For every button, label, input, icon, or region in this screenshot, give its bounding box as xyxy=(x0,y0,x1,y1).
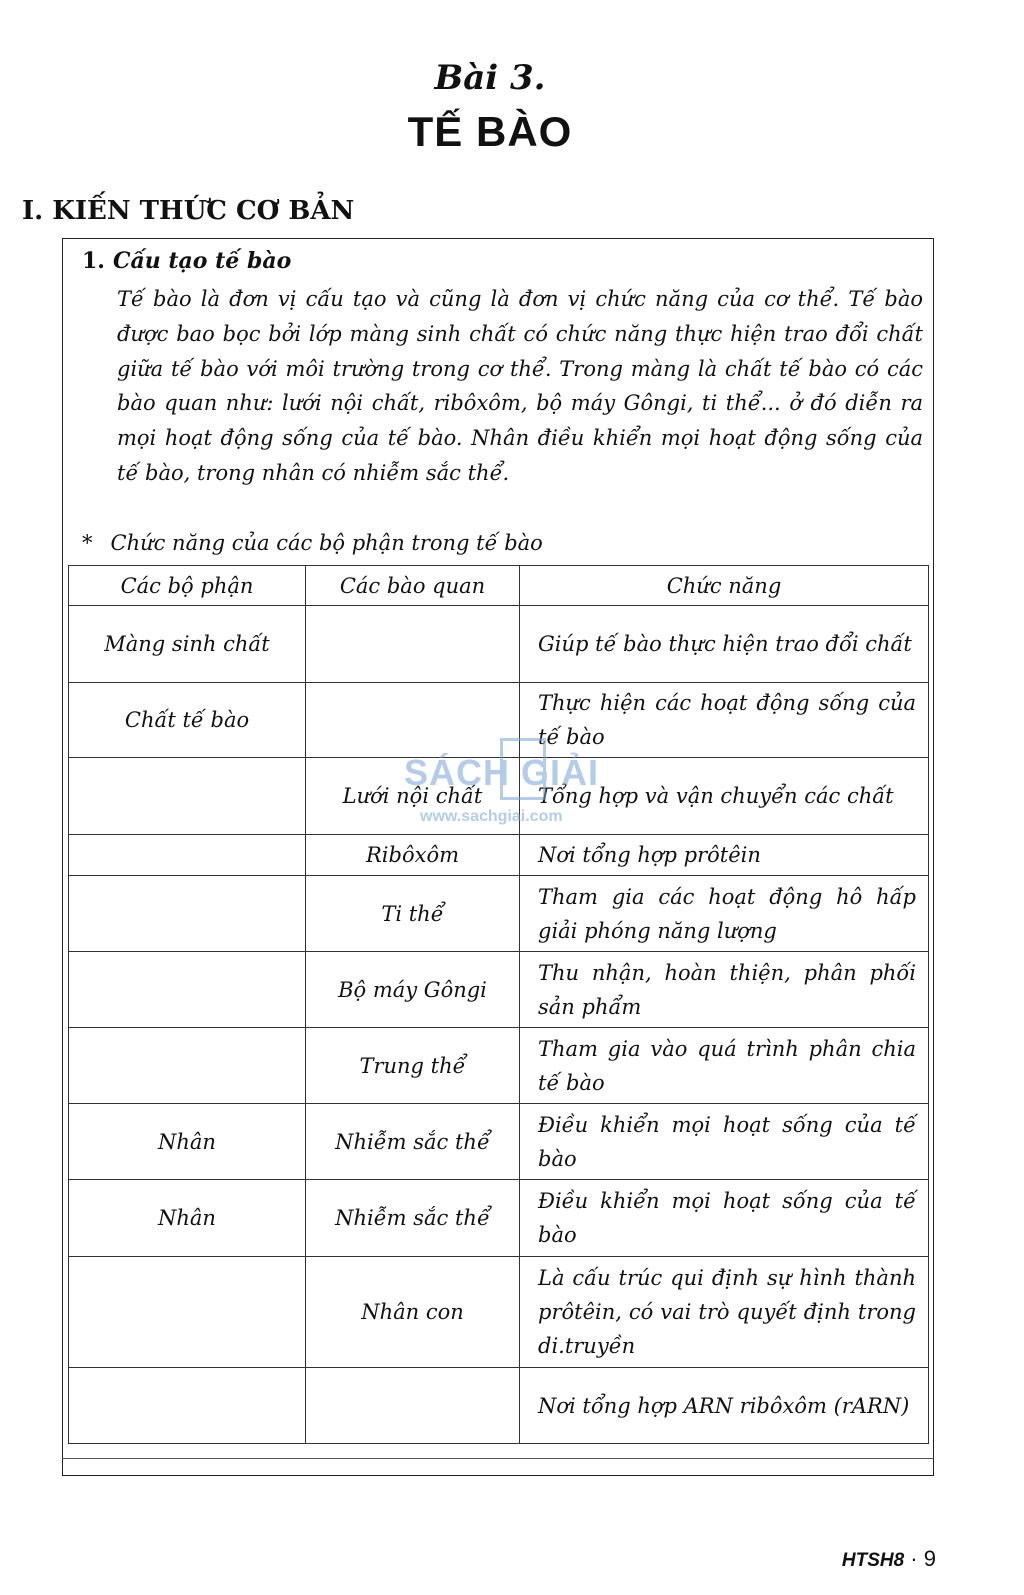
cell-part: Chất tế bào xyxy=(69,683,306,758)
cell-function: Tham gia vào quá trình phân chia tế bào xyxy=(520,1028,929,1104)
cell-organelle: Ti thể xyxy=(306,876,520,952)
cell-organelle: Bộ máy Gôngi xyxy=(306,952,520,1028)
table-header-row xyxy=(69,566,929,606)
cell-function: Thu nhận, hoàn thiện, phân phối sản phẩm xyxy=(520,952,929,1028)
frame-divider xyxy=(62,1458,934,1459)
table-caption xyxy=(82,531,543,555)
lesson-title: TẾ BÀO xyxy=(407,108,573,155)
cell-function: Giúp tế bào thực hiện trao đổi chất xyxy=(520,606,929,683)
table-row xyxy=(69,835,929,876)
cell-function: Nơi tổng hợp prôtêin xyxy=(520,835,929,876)
watermark-brand: SÁCH GIẢI xyxy=(404,752,600,793)
cell-part xyxy=(69,876,306,952)
cell-organelle xyxy=(306,683,520,758)
cell-organelle: Nhiễm sắc thể xyxy=(306,1180,520,1257)
cell-part xyxy=(69,1028,306,1104)
subsection-number: 1. xyxy=(82,248,105,274)
table-row xyxy=(69,606,929,683)
cell-organelle: Trung thể xyxy=(306,1028,520,1104)
cell-organelle xyxy=(306,1368,520,1444)
cell-function: Nơi tổng hợp ARN ribôxôm (rARN) xyxy=(520,1368,929,1444)
table-row xyxy=(69,683,929,758)
cell-organelle: Ribôxôm xyxy=(306,835,520,876)
lesson-number: Bài 3. xyxy=(434,58,546,98)
footer-separator: · xyxy=(910,1546,918,1571)
header-organelles: Các bào quan xyxy=(306,566,520,606)
intro-paragraph: Tế bào là đơn vị cấu tạo và cũng là đơn vị chức năng của cơ thể. Tế bào được bao bọc bởi lớp màng sinh chất có chức năng thực hiện trao đổi chất giữa tế bào với môi trường trong cơ thể. Trong màng là chất tế bào có các bào quan như: lưới nội chất, ribôxôm, bộ máy Gôngi, ti thể... ở đó diễn ra mọi hoạt động sống của tế bào. Nhân điều khiển mọi hoạt động sống của tế bào, trong nhân có nhiễm sắc thể. xyxy=(117,287,923,485)
cell-part: Nhân xyxy=(69,1180,306,1257)
cell-function: Điều khiển mọi hoạt sống của tế bào xyxy=(520,1180,929,1257)
cell-function: Tổng hợp và vận chuyển các chất xyxy=(520,758,929,835)
cell-part xyxy=(69,1257,306,1368)
cell-part xyxy=(69,952,306,1028)
table-caption-text: Chức năng của các bộ phận trong tế bào xyxy=(110,531,543,555)
table-row xyxy=(69,1180,929,1257)
header-parts: Các bộ phận xyxy=(69,566,306,606)
subsection-title: Cấu tạo tế bào xyxy=(112,248,292,274)
cell-part xyxy=(69,1368,306,1444)
watermark-url: www.sachgiai.com xyxy=(420,808,563,825)
footer-book-code: HTSH8 xyxy=(841,1550,905,1571)
table-row xyxy=(69,758,929,835)
cell-part xyxy=(69,835,306,876)
bullet-star: * xyxy=(82,531,93,555)
header-functions: Chức năng xyxy=(520,566,929,606)
page-footer xyxy=(842,1546,936,1572)
cell-organelle xyxy=(306,606,520,683)
cell-part: Màng sinh chất xyxy=(69,606,306,683)
cell-organelle: Nhiễm sắc thể xyxy=(306,1104,520,1180)
cell-part: Nhân xyxy=(69,1104,306,1180)
cell-function: Thực hiện các hoạt động sống của tế bào xyxy=(520,683,929,758)
cell-function: Điều khiển mọi hoạt sống của tế bào xyxy=(520,1104,929,1180)
table-row xyxy=(69,1028,929,1104)
table-row xyxy=(69,1257,929,1368)
page-number: 9 xyxy=(923,1546,936,1571)
cell-function: Là cấu trúc qui định sự hình thành prôtêin, có vai trò quyết định trong di.truyền xyxy=(520,1257,929,1368)
cell-organelle: Lưới nội chất xyxy=(306,758,520,835)
table-row xyxy=(69,952,929,1028)
subsection-heading xyxy=(82,248,291,274)
table-row xyxy=(69,876,929,952)
table-row xyxy=(69,1368,929,1444)
cell-functions-table xyxy=(68,565,929,1444)
cell-organelle: Nhân con xyxy=(306,1257,520,1368)
cell-function: Tham gia các hoạt động hô hấp giải phóng năng lượng xyxy=(520,876,929,952)
cell-part xyxy=(69,758,306,835)
table-row xyxy=(69,1104,929,1180)
section-heading: I. KIẾN THỨC CƠ BẢN xyxy=(22,196,355,226)
